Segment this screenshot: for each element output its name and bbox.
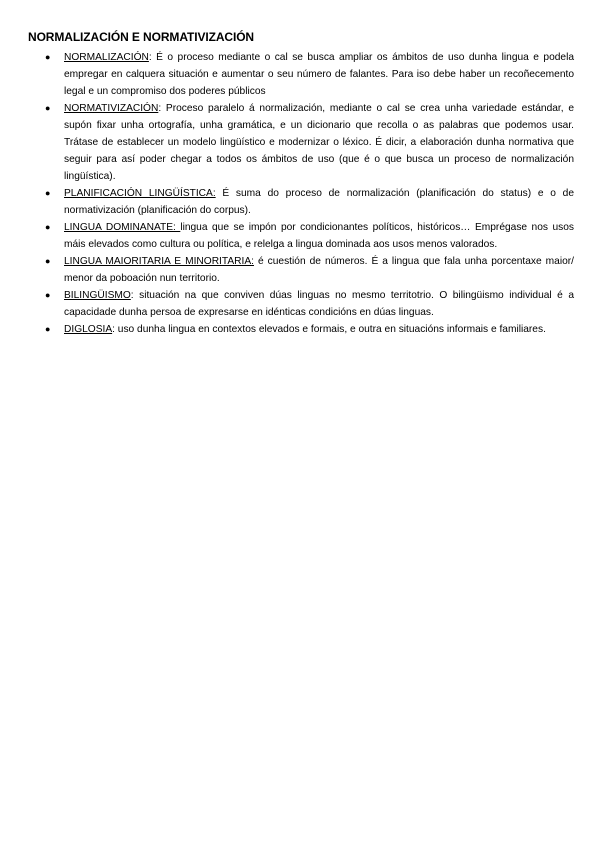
- bullet-icon: ●: [45, 52, 51, 62]
- bullet-icon: ●: [45, 103, 51, 113]
- document-title: NORMALIZACIÓN E NORMATIVIZACIÓN: [28, 30, 254, 44]
- term-label: PLANIFICACIÓN LINGÜÍSTICA:: [64, 188, 216, 199]
- term-label: LINGUA MAIORITARIA E MINORITARIA:: [64, 256, 254, 267]
- definition-text: É suma do proceso de normalización (planificación do status) e o de normativización (planificación do corpus).: [64, 188, 574, 216]
- definition-text: : É o proceso mediante o cal se busca ampliar os ámbitos de uso dunha lingua e podela empregar en calquera situación e aumentar o seu número de falantes. Para iso debe haber un recoñecemento legal e un compromiso dos poderes públicos: [64, 52, 574, 97]
- list-item-lingua-dominante: [28, 219, 574, 253]
- term-label: DIGLOSIA: [64, 324, 113, 335]
- definition-text: : situación na que conviven dúas linguas no mesmo territotrio. O bilingüismo individual é a capacidade dunha persoa de expresarse en idénticas condicións en dúas linguas.: [64, 290, 574, 318]
- term-label: NORMALIZACIÓN: [64, 52, 149, 63]
- definition-text: é cuestión de números. É a lingua que fala unha porcentaxe maior/ menor da poboación nun territorio.: [64, 256, 574, 284]
- definition-text: : uso dunha lingua en contextos elevados e formais, e outra en situacións informais e familiares.: [112, 324, 546, 335]
- term-label: NORMATIVIZACIÓN: [64, 103, 159, 114]
- list-item-bilinguismo: [28, 287, 574, 321]
- term-label: BILINGÜISMO: [64, 290, 131, 301]
- bullet-icon: ●: [45, 290, 51, 300]
- list-item-normalizacion: [28, 49, 574, 100]
- definition-text: lingua que se impón por condicionantes políticos, históricos… Emprégase nos usos máis elevados como cultura ou política, e relelga a lingua dominada aos usos menos valorados.: [64, 222, 574, 250]
- definition-list: [28, 49, 574, 338]
- bullet-icon: ●: [45, 188, 51, 198]
- bullet-icon: ●: [45, 256, 51, 266]
- list-item-normativizacion: [28, 100, 574, 185]
- bullet-icon: ●: [45, 222, 51, 232]
- list-item-diglosia: [28, 321, 574, 338]
- list-item-lingua-maioritaria: [28, 253, 574, 287]
- bullet-icon: ●: [45, 324, 51, 334]
- term-label: LINGUA DOMINANATE:: [64, 222, 181, 233]
- definition-text: : Proceso paralelo á normalización, mediante o cal se crea unha variedade estándar, e supón fixar unha ortografía, unha gramática, e un dicionario que recolla o as palabras que podemos usar. Trátase de establecer un modelo lingüístico e modernizar o léxico. É dicir, a elaboración dunha normativa que seguir para así poder chegar a todos os ámbitos de uso (que é o que busca un proceso de normalización lingüística).: [64, 103, 574, 182]
- list-item-planificacion: [28, 185, 574, 219]
